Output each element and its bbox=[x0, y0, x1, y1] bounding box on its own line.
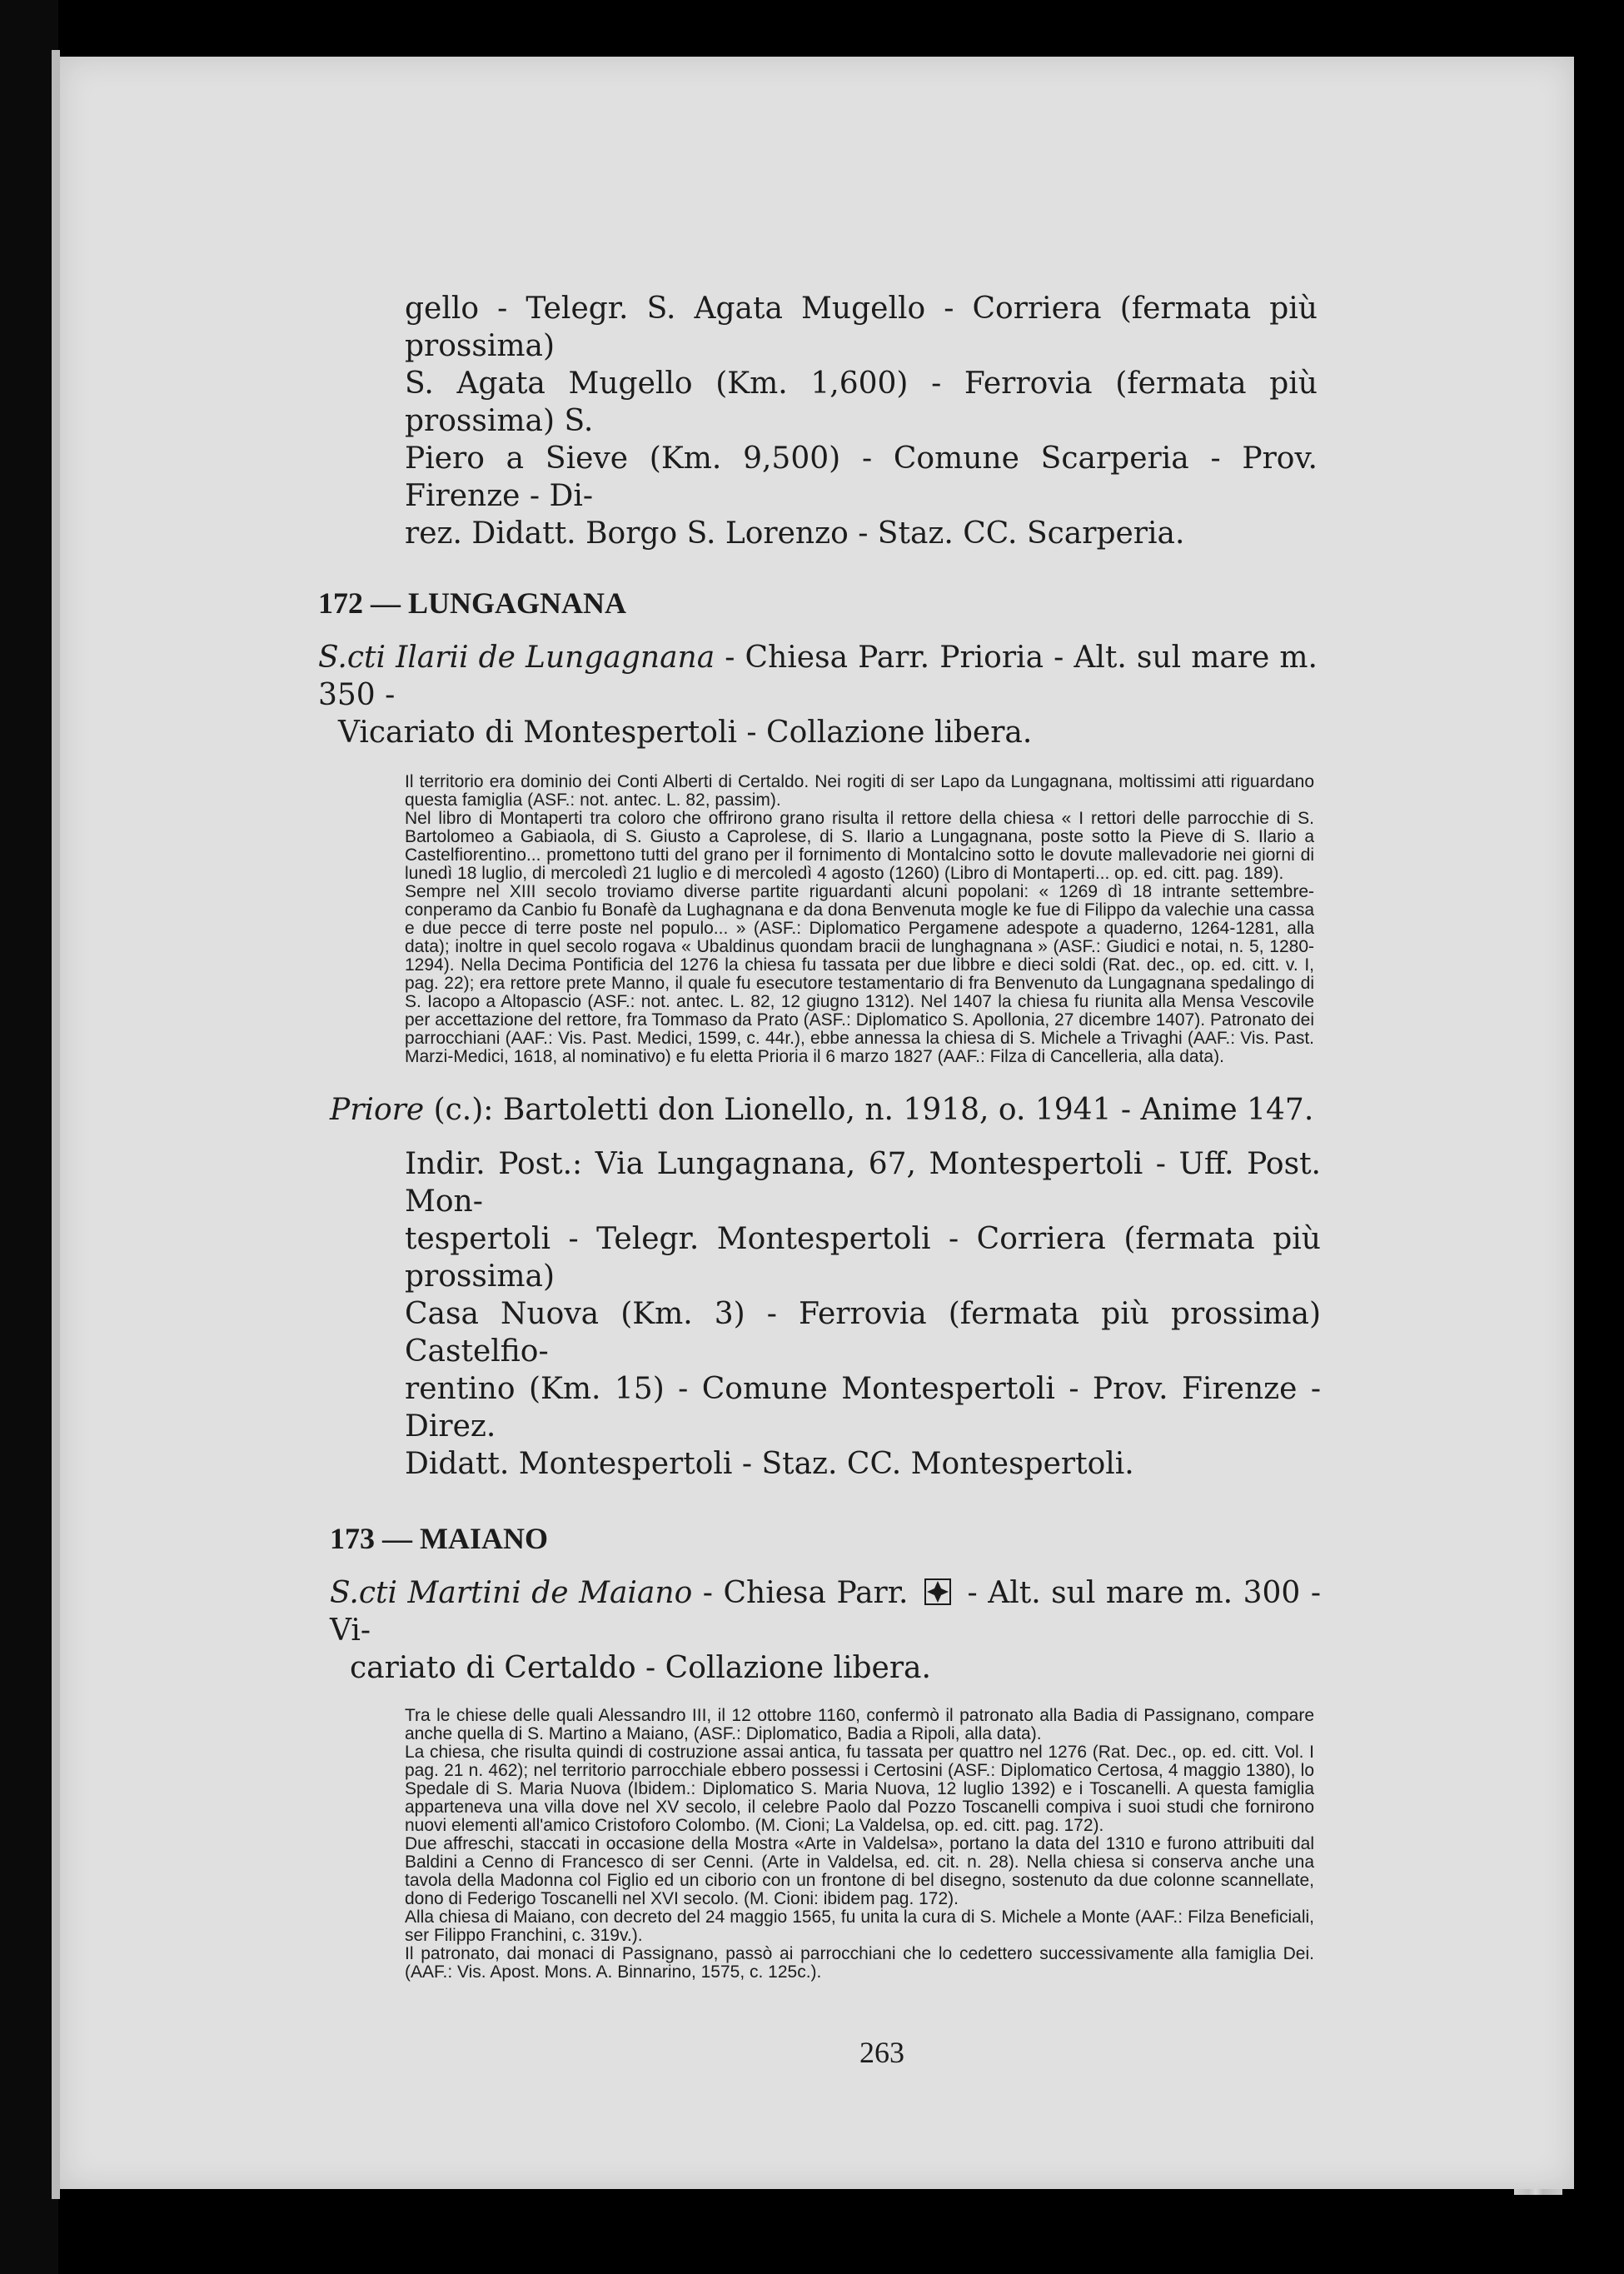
entry-notes bbox=[258, 773, 1341, 1066]
continuation-line: S. Agata Mugello (Km. 1,600) - Ferrovia (fermata più prossima) S. bbox=[405, 367, 1318, 438]
facing-page-edge bbox=[52, 50, 60, 2199]
entry-heading: 172 — LUNGAGNANA bbox=[318, 586, 627, 620]
entry-title-continuation: Vicariato di Montespertoli - Collazione libera. bbox=[338, 716, 1033, 750]
continuation-line: rez. Didatt. Borgo S. Lorenzo - Staz. CC. Scarperia. bbox=[405, 516, 1185, 551]
postal-line: Indir. Post.: Via Lungagnana, 67, Montespertoli - Uff. Post. Mon- bbox=[405, 1147, 1321, 1219]
postal-line: Didatt. Montespertoli - Staz. CC. Montespertoli. bbox=[405, 1447, 1134, 1481]
entry-title-details: - Chiesa Parr. Prioria - Alt. sul mare m. 350 - bbox=[318, 641, 1318, 712]
note-paragraph: La chiesa, che risulta quindi di costruzione assai antica, fu tassata per quattro nel 1276 (Rat. Dec., op. ed. citt. Vol. I pag. 21 n. 462); nel territorio parrocchiale ebbero possessi i Certosini (ASF.: Diplomatico Certosa, 4 maggio 1380), lo Spedale di S. Maria Nuova (Ibidem.: Diplomatico S. Maria Nuova, 12 luglio 1392) e i Toscanelli. A questa famiglia apparteneva una villa dove nel XV secolo, il celebre Paolo dal Pozzo Toscanelli compiva i suoi studi che fornirono nuovi elementi all'amico Cristoforo Colombo. (M. Cioni; La Valdelsa, op. ed. citt. pag. 172). bbox=[405, 1743, 1314, 1835]
entry-title-line bbox=[330, 1574, 1321, 1649]
page-content bbox=[258, 290, 1341, 1982]
entry-title-details: - Chiesa Parr. bbox=[692, 1576, 919, 1610]
postal-line: Casa Nuova (Km. 3) - Ferrovia (fermata più prossima) Castelfio- bbox=[405, 1297, 1321, 1369]
note-paragraph: Tra le chiese delle quali Alessandro III, il 12 ottobre 1160, confermò il patronato alla Badia di Passignano, compare anche quella di S. Martino a Maiano, (ASF.: Diplomatico, Badia a Ripoli, alla data). bbox=[405, 1706, 1314, 1743]
book-page bbox=[60, 57, 1574, 2189]
entry-title-latin: S.cti Ilarii de Lungagnana bbox=[318, 641, 715, 675]
maltese-cross-icon bbox=[924, 1578, 952, 1606]
entry-title-latin: S.cti Martini de Maiano bbox=[330, 1576, 693, 1610]
entry-notes bbox=[258, 1707, 1341, 1982]
continuation-block bbox=[405, 290, 1318, 552]
note-paragraph: Sempre nel XIII secolo troviamo diverse partite riguardanti alcuni popolani: « 1269 dì 18 intrante settembre-conperamo da Canbio fu Bonafè da Lughagnana e da dona Benvenuta mogle ke fue di Filippo da valechie una cassa e due pecce di terre poste nel populo... » (ASF.: Diplomatico Pergamene adespote a quaderno, 1264-1281, alla data); inoltre in quel secolo rogava « Ubaldinus quondam bracii de lunghagnana » (ASF.: Giudici e notai, n. 5, 1280-1294). Nella Decima Pontificia del 1276 la chiesa fu tassata per due libbre e dieci soldi (Rat. dec., op. ed. citt. v. I, pag. 22); era rettore prete Manno, il quale fu esecutore testamentario di fra Benvenuto da Lungagnana spedalingo di S. Iacopo a Altopascio (ASF.: not. antec. L. 82, 12 giugno 1312). Nel 1407 la chiesa fu riunita alla Mensa Vescovile per accettazione del rettore, fra Tommaso da Prato (ASF.: Diplomatico S. Apollonia, 27 dicembre 1407). Patronato dei parrocchiani (AAF.: Vis. Past. Medici, 1599, c. 44r.), ebbe annessa la chiesa di S. Michele a Trivaghi (AAF.: Vis. Past. Marzi-Medici, 1618, al nominativo) e fu eletta Prioria il 6 marzo 1827 (AAF.: Filza di Cancelleria, alla data). bbox=[405, 882, 1314, 1066]
note-paragraph: Il patronato, dai monaci di Passignano, passò ai parrocchiani che lo cedettero successivamente alla famiglia Dei. (AAF.: Vis. Apost. Mons. A. Binnarino, 1575, c. 125c.). bbox=[405, 1944, 1314, 1982]
entry-title-continuation: cariato di Certaldo - Collazione libera. bbox=[350, 1651, 931, 1685]
postal-line: rentino (Km. 15) - Comune Montespertoli - Prov. Firenze - Direz. bbox=[405, 1372, 1321, 1444]
entry-172 bbox=[258, 586, 1341, 1483]
priore-line bbox=[330, 1091, 1341, 1129]
priore-label: Priore bbox=[330, 1093, 425, 1127]
priore-details: (c.): Bartoletti don Lionello, n. 1918, o. 1941 - Anime 147. bbox=[424, 1093, 1314, 1127]
facing-page-shadow bbox=[0, 0, 58, 2274]
entry-title-details-end: - Alt. sul mare m. 300 - Vi- bbox=[330, 1576, 1321, 1648]
postal-line: tespertoli - Telegr. Montespertoli - Corriera (fermata più prossima) bbox=[405, 1222, 1321, 1294]
entry-173 bbox=[258, 1521, 1341, 1982]
postal-address-block bbox=[405, 1145, 1321, 1483]
note-paragraph: Il territorio era dominio dei Conti Alberti di Certaldo. Nei rogiti di ser Lapo da Lungagnana, moltissimi atti riguardano questa famiglia (ASF.: not. antec. L. 82, passim). bbox=[405, 772, 1314, 810]
entry-heading: 173 — MAIANO bbox=[330, 1522, 548, 1555]
entry-title-line bbox=[318, 639, 1318, 714]
note-paragraph: Nel libro di Montaperti tra coloro che offrirono grano risulta il rettore della chiesa « I rettori delle parrocchie di S. Bartolomeo a Gabiaola, di S. Giusto a Caprolese, di S. Ilario a Lungagnana, poste sotto la Pieve di S. Ilario a Castelfiorentino... promettono tutti del grano per il fornimento di Montalcino sotto le dovute mallevadorie nei giorni di lunedì 18 luglio, di mercoledì 21 luglio e di mercoledì 4 agosto (1260) (Libro di Montaperti... op. ed. citt. pag. 189). bbox=[405, 809, 1314, 883]
note-paragraph: Due affreschi, staccati in occasione della Mostra «Arte in Valdelsa», portano la data del 1310 e furono attribuiti dal Baldini a Cenno di Francesco di ser Cenni. (Arte in Valdelsa, ed. cit. n. 28). Nella chiesa si conserva anche una tavola della Madonna col Figlio ed un ciborio con un frontone di bel disegno, sostenuto da due colonne scannellate, dono di Federigo Toscanelli nel XVI secolo. (M. Cioni: ibidem pag. 172). bbox=[405, 1834, 1314, 1908]
continuation-line: gello - Telegr. S. Agata Mugello - Corriera (fermata più prossima) bbox=[405, 292, 1318, 363]
continuation-line: Piero a Sieve (Km. 9,500) - Comune Scarperia - Prov. Firenze - Di- bbox=[405, 441, 1318, 513]
page-number: 263 bbox=[859, 2036, 904, 2069]
note-paragraph: Alla chiesa di Maiano, con decreto del 24 maggio 1565, fu unita la cura di S. Michele a Monte (AAF.: Filza Beneficiali, ser Filippo Franchini, c. 319v.). bbox=[405, 1907, 1314, 1945]
